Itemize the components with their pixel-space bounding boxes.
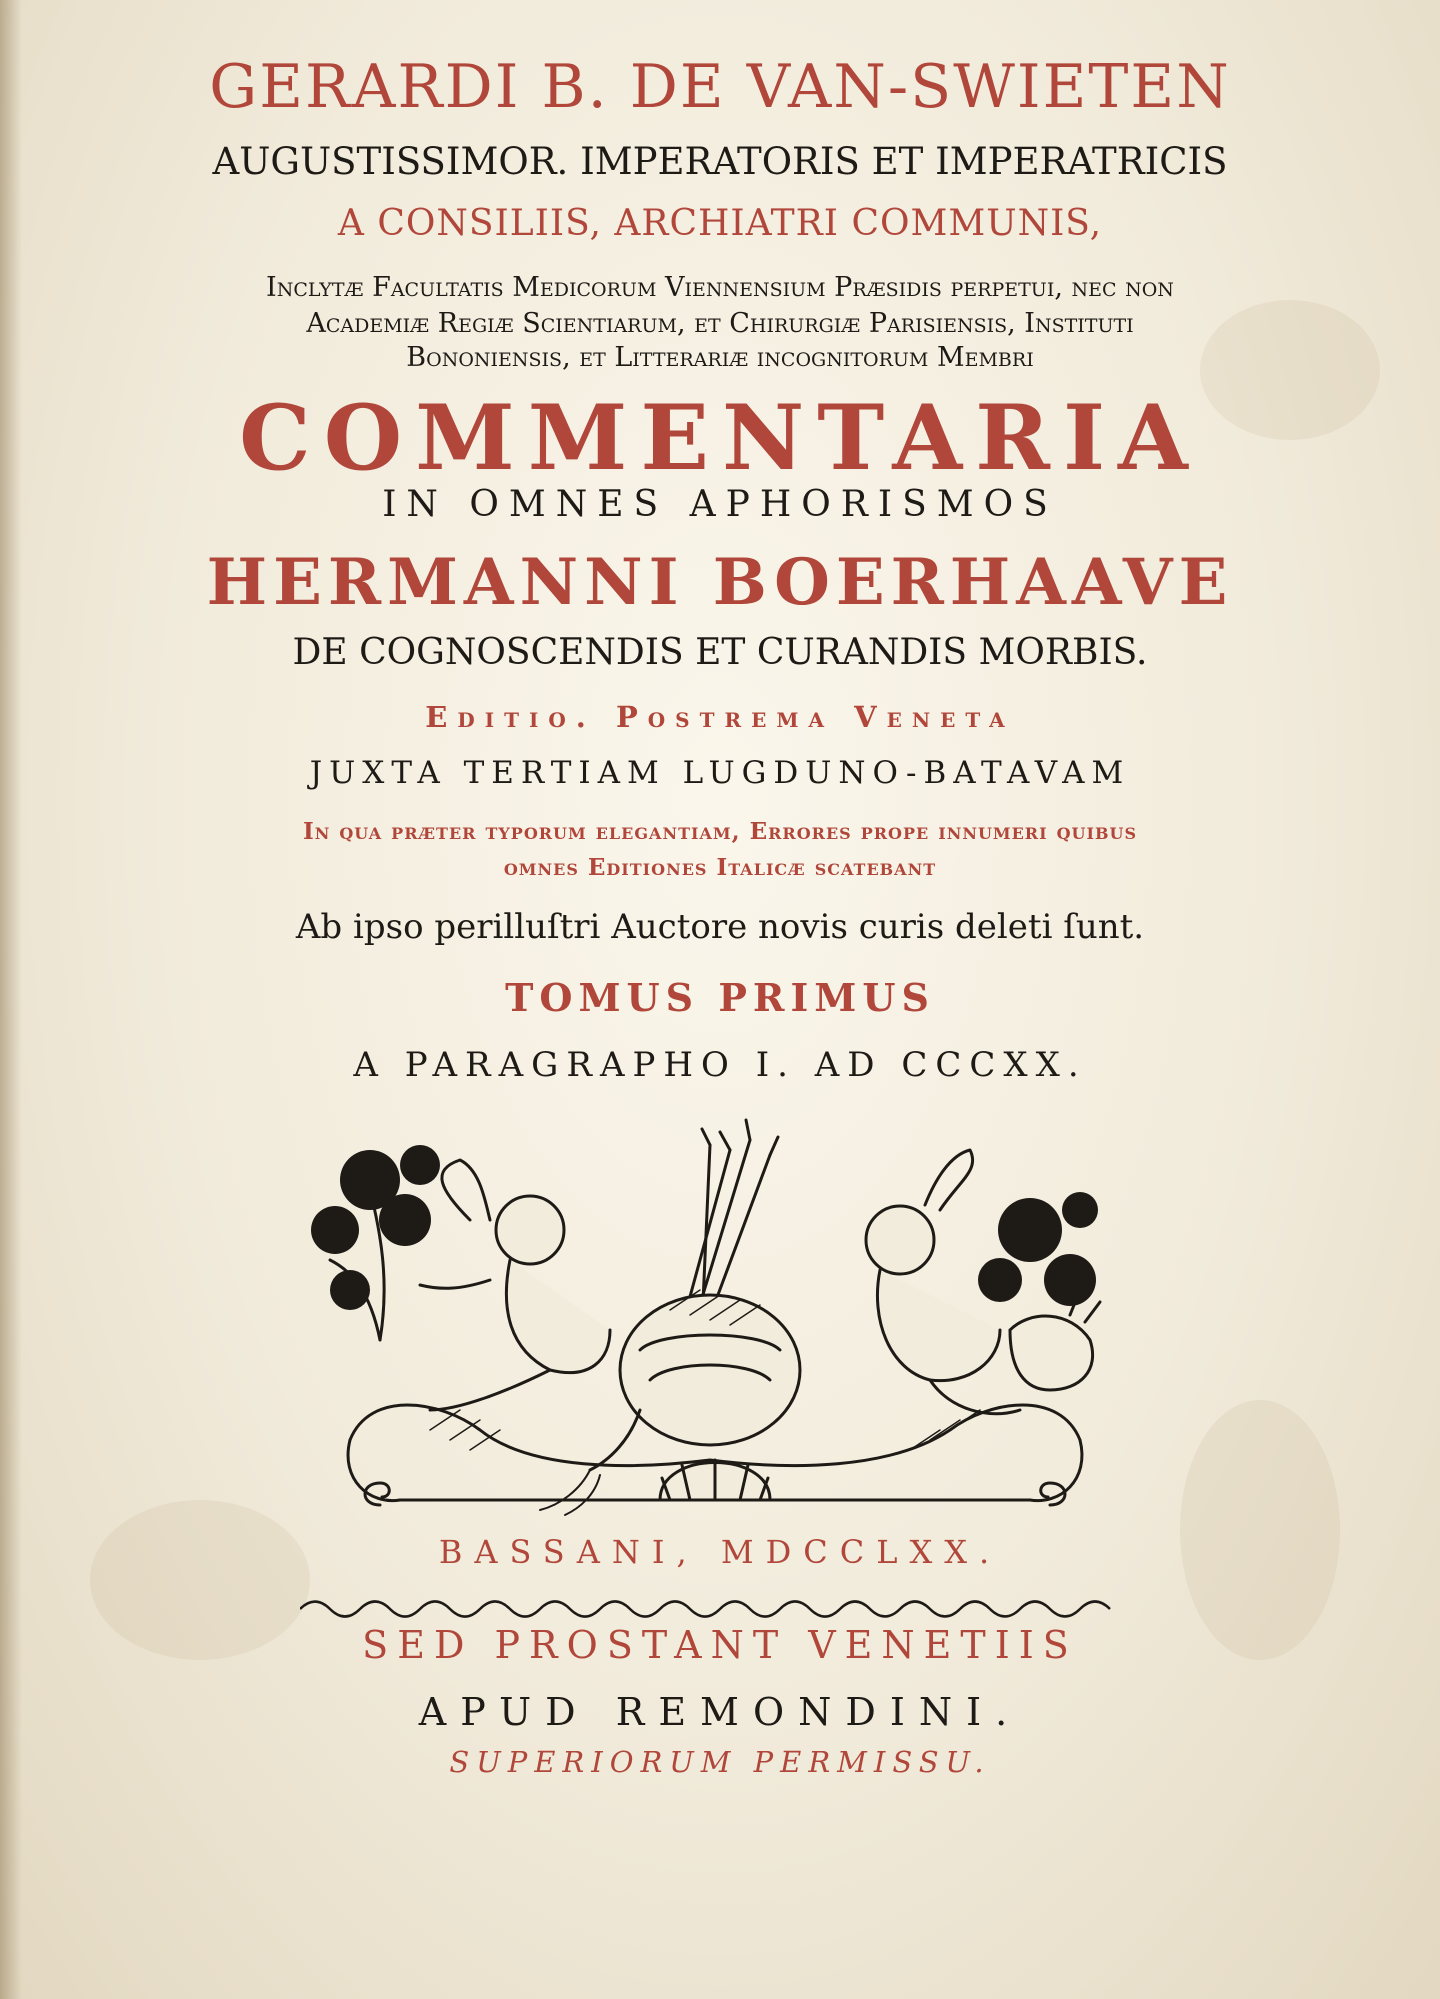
author-affiliation-line-3: Bononiensis, et Litterariæ incognitorum Membri: [406, 342, 1034, 373]
subtitle-de-cognoscendis: DE COGNOSCENDIS ET CURANDIS MORBIS.: [292, 632, 1148, 673]
imprint-place-date: BASSANI, MDCCLXX.: [438, 1533, 1002, 1571]
imprint-permission: SUPERIORUM PERMISSU.: [449, 1745, 991, 1779]
subtitle-in-omnes: IN OMNES APHORISMOS: [382, 484, 1058, 525]
cherubs-urn-woodcut-icon: [310, 1110, 1120, 1530]
author-name: GERARDI B. DE VAN-SWIETEN: [209, 52, 1231, 122]
edition-basis: JUXTA TERTIAM LUGDUNO-BATAVAM: [309, 755, 1131, 791]
ornamental-rule-icon: [300, 1597, 1120, 1621]
subject-name: HERMANNI BOERHAAVE: [206, 545, 1234, 620]
imprint-sed-prostant: SED PROSTANT VENETIIS: [362, 1623, 1078, 1667]
paper-stain: [1180, 1400, 1340, 1660]
author-title-line-2: A CONSILIIS, ARCHIATRI COMMUNIS,: [337, 203, 1103, 244]
paragraph-range: A PARAGRAPHO I. AD CCCXX.: [353, 1045, 1087, 1085]
edition-note-line-2: omnes Editiones Italicæ scatebant: [503, 854, 937, 881]
author-affiliation-line-2: Academiæ Regiæ Scientiarum, et Chirurgiæ Parisiensis, Instituti: [306, 308, 1134, 339]
edition-statement: Editio. Postrema Veneta: [425, 700, 1015, 734]
main-title: COMMENTARIA: [239, 385, 1201, 491]
edition-note-line-1: In qua præter typorum elegantiam, Errores prope innumeri quibus: [302, 818, 1138, 845]
imprint-publisher: APUD REMONDINI.: [418, 1690, 1022, 1734]
author-affiliation-line-1: Inclytæ Facultatis Medicorum Viennensium Præsidis perpetui, nec non: [266, 272, 1174, 303]
author-title-line-1: AUGUSTISSIMOR. IMPERATORIS ET IMPERATRICIS: [212, 140, 1228, 183]
edition-note-line-3: Ab ipso perilluſtri Auctore novis curis deleti ſunt.: [295, 907, 1145, 947]
volume-statement: TOMUS PRIMUS: [505, 975, 935, 1020]
